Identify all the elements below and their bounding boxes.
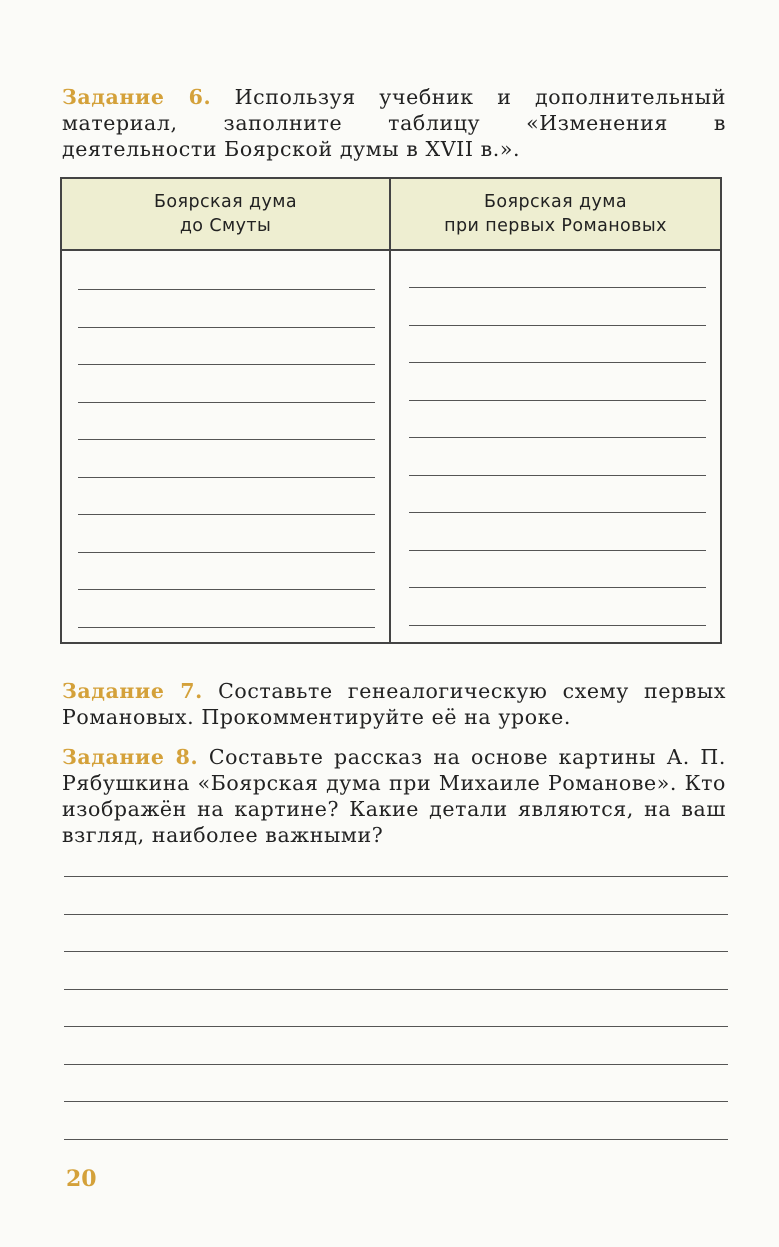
header-line: до Смуты <box>179 216 272 236</box>
header-line: Боярская дума <box>484 192 627 212</box>
table-writing-line <box>78 402 375 403</box>
answer-writing-line <box>64 989 728 990</box>
task-8 <box>62 744 726 848</box>
task-7 <box>62 678 726 730</box>
table-header-before-smuta <box>62 179 391 251</box>
task-8-label: Задание 8. <box>62 745 199 769</box>
task-8-text: Составьте рассказ на основе картины А. П. Рябушкина «Боярская дума при Михаиле Романове». Кто изображён на картине? Какие детали являются, на ваш взгляд, наиболее важными? <box>62 745 726 847</box>
answer-writing-line <box>64 914 728 915</box>
table-writing-line <box>78 514 375 515</box>
task-6-label: Задание 6. <box>62 85 212 109</box>
table-writing-line <box>409 287 706 288</box>
answer-writing-line <box>64 1064 728 1065</box>
header-line: Боярская дума <box>154 192 297 212</box>
table-writing-line <box>78 439 375 440</box>
table-header-first-romanovs <box>391 179 720 251</box>
table-cell-first-romanovs[interactable] <box>391 251 720 642</box>
table-writing-line <box>409 475 706 476</box>
boyar-duma-table <box>60 177 722 644</box>
task-7-label: Задание 7. <box>62 679 203 703</box>
table-writing-line <box>409 437 706 438</box>
answer-writing-line <box>64 876 728 877</box>
answer-writing-line <box>64 1139 728 1140</box>
answer-writing-line <box>64 1101 728 1102</box>
table-writing-line <box>409 325 706 326</box>
table-writing-line <box>78 477 375 478</box>
table-writing-line <box>409 512 706 513</box>
table-cell-before-smuta[interactable] <box>62 251 391 642</box>
table-writing-line <box>409 550 706 551</box>
table-writing-line <box>409 362 706 363</box>
task-6-text: Используя учебник и дополнительный материал, заполните таблицу «Изменения в деятельности Боярской думы в XVII в.». <box>62 85 726 161</box>
task-6 <box>62 84 726 162</box>
table-writing-line <box>78 589 375 590</box>
table-writing-line <box>78 627 375 628</box>
task-7-text: Составьте генеалогическую схему первых Романовых. Прокомментируйте её на уроке. <box>62 679 726 729</box>
table-writing-line <box>78 552 375 553</box>
table-writing-line <box>78 289 375 290</box>
table-writing-line <box>78 364 375 365</box>
header-line: при первых Романовых <box>444 216 667 236</box>
table-writing-line <box>409 587 706 588</box>
table-writing-line <box>78 327 375 328</box>
answer-writing-line <box>64 1026 728 1027</box>
table-writing-line <box>409 625 706 626</box>
table-writing-line <box>409 400 706 401</box>
page-number: 20 <box>66 1166 97 1192</box>
answer-writing-line <box>64 951 728 952</box>
